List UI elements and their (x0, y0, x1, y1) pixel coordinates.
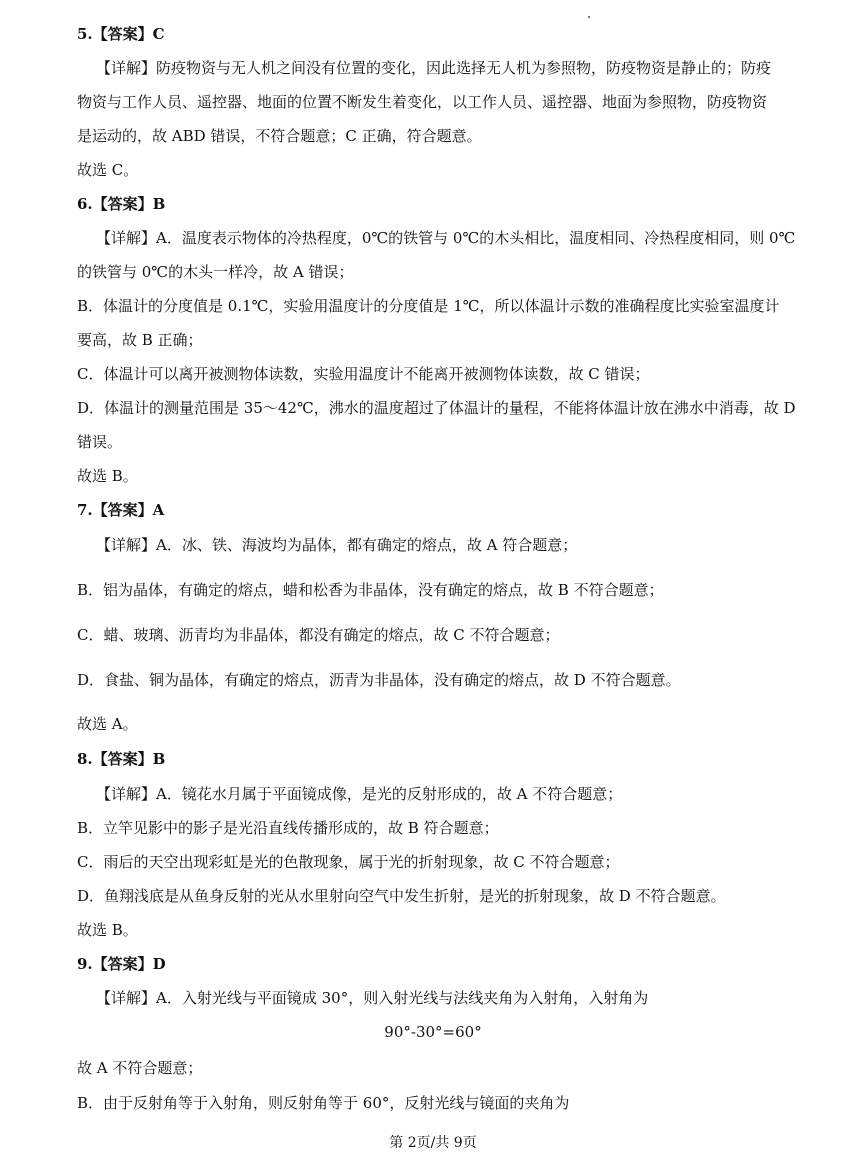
explanation-line: B．体温计的分度值是 0.1℃，实验用温度计的分度值是 1℃，所以体温计示数的准确程度比实验室温度计 (77, 297, 780, 315)
explanation-line: D．鱼翔浅底是从鱼身反射的光从水里射向空气中发生折射，是光的折射现象，故 D 不符合题意。 (77, 887, 726, 905)
explanation-line: B．铝为晶体，有确定的熔点，蜡和松香为非晶体，没有确定的熔点，故 B 不符合题意； (77, 581, 664, 599)
explanation-line: 物资与工作人员、遥控器、地面的位置不断发生着变化，以工作人员、遥控器、地面为参照物，防疫物资 (77, 93, 768, 111)
explanation-line: C．蜡、玻璃、沥青均为非晶体，都没有确定的熔点，故 C 不符合题意； (77, 626, 560, 644)
explanation-line: 的铁管与 0℃的木头一样冷，故 A 错误； (77, 263, 354, 281)
explanation-line: 【详解】A．入射光线与平面镜成 30°，则入射光线与法线夹角为入射角，入射角为 (96, 989, 649, 1007)
answer-heading-8: 8.【答案】B (77, 750, 166, 768)
explanation-line: D．体温计的测量范围是 35～42℃，沸水的温度超过了体温计的量程，不能将体温计放在沸水中消毒，故 D (77, 399, 796, 417)
explanation-line: 是运动的，故 ABD 错误，不符合题意；C 正确，符合题意。 (77, 127, 482, 145)
explanation-line: C．体温计可以离开被测物体读数，实验用温度计不能离开被测物体读数，故 C 错误； (77, 365, 650, 383)
conclusion-line: 故选 C。 (77, 161, 139, 179)
explanation-line: C．雨后的天空出现彩虹是光的色散现象，属于光的折射现象，故 C 不符合题意； (77, 853, 620, 871)
explanation-line: 【详解】A．镜花水月属于平面镜成像，是光的反射形成的，故 A 不符合题意； (96, 785, 623, 803)
explanation-line: 【详解】防疫物资与无人机之间没有位置的变化，因此选择无人机为参照物，防疫物资是静止的；防疫 (96, 59, 772, 77)
explanation-line: 【详解】A．温度表示物体的冷热程度，0℃的铁管与 0℃的木头相比，温度相同、冷热程度相同，则 0℃ (96, 229, 796, 247)
explanation-line: 故 A 不符合题意； (77, 1059, 203, 1077)
speck-mark (588, 16, 590, 18)
explanation-line: B．由于反射角等于入射角，则反射角等于 60°，反射光线与镜面的夹角为 (77, 1094, 570, 1112)
explanation-line: 错误。 (77, 433, 123, 451)
explanation-line: 要高，故 B 正确； (77, 331, 203, 349)
page-number-footer: 第 2页/共 9页 (389, 1135, 477, 1151)
explanation-line: D．食盐、铜为晶体，有确定的熔点，沥青为非晶体，没有确定的熔点，故 D 不符合题意。 (77, 671, 681, 689)
answer-heading-5: 5.【答案】C (77, 25, 165, 43)
conclusion-line: 故选 B。 (77, 921, 138, 939)
conclusion-line: 故选 A。 (77, 715, 138, 733)
conclusion-line: 故选 B。 (77, 467, 138, 485)
explanation-line: B．立竿见影中的影子是光沿直线传播形成的，故 B 符合题意； (77, 819, 499, 837)
answer-heading-9: 9.【答案】D (77, 955, 166, 973)
answer-heading-7: 7.【答案】A (77, 501, 165, 519)
explanation-line: 【详解】A．冰、铁、海波均为晶体，都有确定的熔点，故 A 符合题意； (96, 536, 578, 554)
formula-line: 90°-30°=60° (384, 1023, 482, 1041)
answer-heading-6: 6.【答案】B (77, 195, 166, 213)
